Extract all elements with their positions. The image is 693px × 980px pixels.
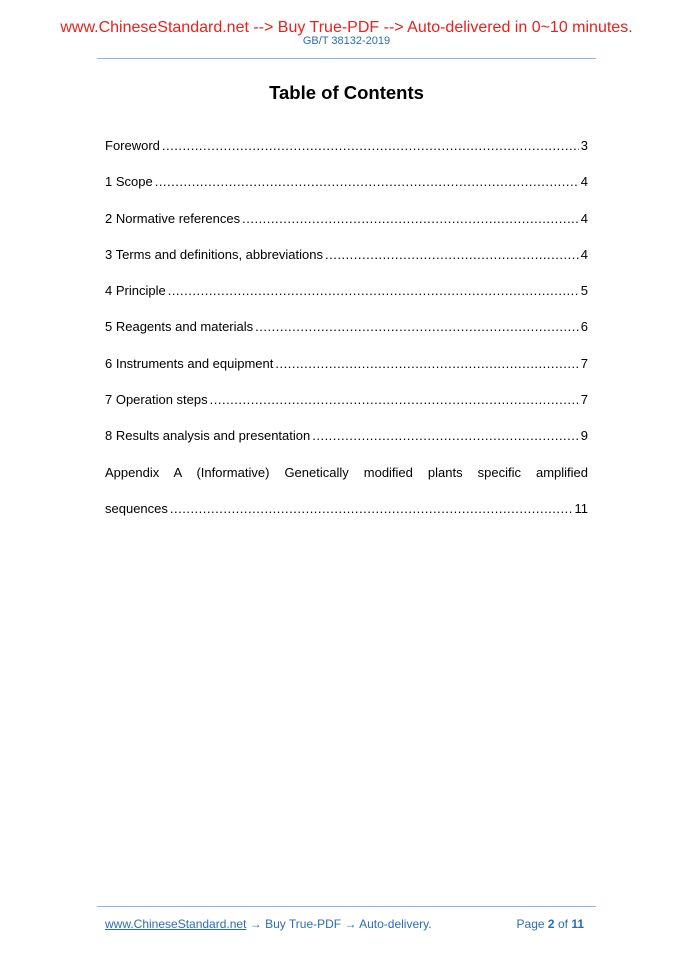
toc-entry-reagents[interactable] [105,319,588,355]
toc-entry-label: Appendix A (Informative) Genetically modified plants specific amplified [105,464,588,480]
toc-leader-dots [255,319,579,334]
toc-entry-instruments[interactable] [105,356,588,392]
toc-entry-principle[interactable] [105,283,588,319]
footer-site-link[interactable]: www.ChineseStandard.net [105,917,247,931]
toc-entry-label: 5 Reagents and materials [105,319,254,335]
table-of-contents [105,138,588,537]
toc-entry-page: 5 [580,283,588,299]
toc-entry-normative-references[interactable] [105,211,588,247]
toc-entry-operation-steps[interactable] [105,392,588,428]
toc-entry-appendix-a-line1[interactable] [105,465,588,501]
toc-leader-dots [210,392,579,407]
toc-leader-dots [155,174,579,189]
toc-leader-dots [325,247,579,262]
header-divider [97,58,596,59]
toc-entry-label: sequences [105,500,168,516]
toc-leader-dots [170,501,573,516]
toc-entry-page: 7 [580,392,588,408]
page-word: Page [516,917,545,931]
page-title: Table of Contents [269,82,424,103]
toc-leader-dots [162,138,579,153]
toc-entry-label: 8 Results analysis and presentation [105,428,311,444]
page-indicator [517,917,584,931]
toc-entry-page: 4 [580,246,588,262]
toc-entry-page: 3 [580,138,588,153]
toc-entry-page: 9 [580,428,588,444]
promo-banner[interactable]: www.ChineseStandard.net --> Buy True-PDF --> Auto-delivered in 0~10 minutes. [60,19,633,36]
toc-entry-results-analysis[interactable] [105,428,588,464]
toc-entry-label: 2 Normative references [105,210,241,226]
toc-entry-label: 6 Instruments and equipment [105,355,274,371]
toc-leader-dots [168,283,579,298]
footer-divider [97,906,596,907]
toc-entry-label: Foreword [105,138,160,153]
toc-entry-label: 7 Operation steps [105,392,208,408]
page-total: 11 [571,917,584,931]
page-current: 2 [547,917,555,931]
toc-entry-page: 6 [580,319,588,335]
toc-entry-page: 11 [574,500,588,516]
toc-entry-label: 3 Terms and definitions, abbreviations [105,246,323,262]
toc-entry-scope[interactable] [105,174,588,210]
toc-leader-dots [242,211,579,226]
footer-promo [105,917,432,931]
toc-leader-dots [275,356,578,371]
toc-entry-label: 4 Principle [105,283,166,299]
of-word: of [557,917,568,931]
toc-entry-page: 4 [580,210,588,226]
toc-entry-terms-definitions[interactable] [105,247,588,283]
footer-tagline: → Buy True-PDF → Auto-delivery. [246,917,432,931]
toc-leader-dots [312,428,579,443]
toc-entry-foreword[interactable] [105,138,588,174]
toc-entry-label: 1 Scope [105,174,153,190]
standard-code: GB/T 38132-2019 [302,35,391,47]
toc-entry-page: 4 [580,174,588,190]
toc-entry-page: 7 [580,355,588,371]
toc-entry-appendix-a-line2[interactable] [105,501,588,537]
